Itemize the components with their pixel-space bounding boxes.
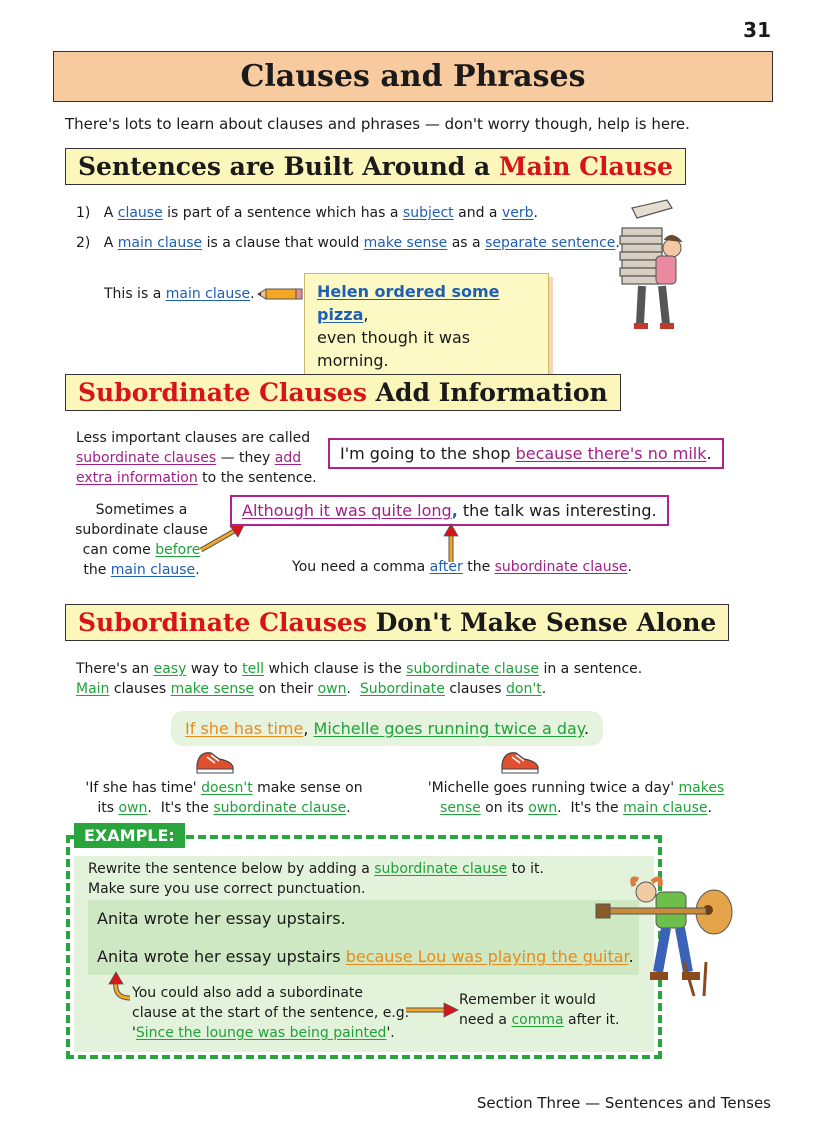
text: clauses [444, 681, 507, 697]
term: subordinate clause [374, 861, 508, 877]
michelle-runs-note [416, 778, 736, 818]
subordinate-clause: If she has time [185, 719, 304, 738]
term: after [429, 559, 463, 575]
term: main clause [165, 286, 251, 302]
text: . [615, 235, 620, 251]
text: . [584, 719, 590, 738]
subordinate-clause: because Lou was playing the guitar [345, 947, 629, 966]
text-line-2 [76, 679, 642, 699]
text: This is a [104, 286, 166, 302]
text: after it. [563, 1012, 620, 1028]
note-line-2: even though it was morning. [317, 328, 471, 370]
text: You need a comma [292, 559, 430, 575]
term: Main [76, 681, 110, 697]
text: . It's the [557, 800, 624, 816]
subordinate-description [76, 428, 317, 488]
page-number: 31 [743, 18, 771, 42]
term: make sense [363, 235, 448, 251]
text: , [363, 305, 369, 324]
text: . [250, 286, 255, 302]
text-line [416, 778, 736, 798]
subordinate-clause: Although it was quite long [242, 501, 452, 520]
page-title [53, 51, 773, 102]
comma-mark: , [451, 501, 458, 520]
point-number: 1) [76, 205, 91, 221]
text: There's an [76, 661, 154, 677]
text: on their [254, 681, 318, 697]
term: verb [501, 205, 534, 221]
section-heading-add-information [65, 374, 621, 411]
term: add [274, 450, 302, 466]
running-shoe-icon-2 [498, 745, 542, 775]
term: subordinate clause [213, 800, 347, 816]
example-talk-box [230, 495, 669, 526]
text: to it. [507, 861, 544, 877]
instr-line-1 [88, 859, 544, 879]
section-heading-dont-make-sense [65, 604, 729, 641]
text: way to [186, 661, 243, 677]
term: subordinate clauses [76, 450, 217, 466]
text: Sometimes a [95, 502, 188, 518]
text: its [97, 800, 119, 816]
arrow-right-icon [404, 1002, 458, 1018]
term: own [528, 800, 558, 816]
term: before [155, 542, 201, 558]
text: is a clause that would [202, 235, 364, 251]
text: . [346, 681, 360, 697]
term: own [118, 800, 148, 816]
text: A [103, 235, 118, 251]
main-clause-note [304, 273, 549, 379]
desc-line-1: Less important clauses are called [76, 430, 311, 446]
heading-text: Add Information [366, 378, 608, 407]
term: main clause [117, 235, 203, 251]
text: . [533, 205, 538, 221]
example-tag: EXAMPLE: [74, 823, 185, 848]
heading-text: Sentences are Built Around a [78, 152, 499, 181]
text: need a [459, 1012, 512, 1028]
text-line: clause at the start of the sentence, e.g. [132, 1005, 410, 1021]
point-1 [76, 203, 538, 223]
text: . It's the [147, 800, 214, 816]
text: the [83, 562, 111, 578]
text: clauses [109, 681, 171, 697]
text: . [195, 562, 200, 578]
text: . [541, 681, 547, 697]
text: can come [82, 542, 156, 558]
original-sentence: Anita wrote her essay upstairs. [97, 909, 346, 928]
term: easy [153, 661, 187, 677]
guitar-player-illustration [596, 872, 741, 1002]
before-note [74, 500, 209, 580]
text: subordinate clause [75, 522, 208, 538]
section-heading-main-clause [65, 148, 686, 185]
footer-section-title: Section Three — Sentences and Tenses [476, 1094, 771, 1112]
text: which clause is the [264, 661, 407, 677]
heading-text: Don't Make Sense Alone [366, 608, 717, 637]
text: the [462, 559, 495, 575]
pizza-boxes-illustration [612, 198, 692, 346]
text-line [76, 798, 372, 818]
subordinate-clause: Since the lounge was being painted [135, 1025, 387, 1041]
text: I'm going to the shop [340, 444, 516, 463]
heading-highlight: Subordinate Clauses [78, 608, 367, 637]
text: as a [447, 235, 486, 251]
text: . [346, 800, 351, 816]
note-line-1 [317, 280, 536, 326]
term: doesn't [201, 780, 253, 796]
text: make sense on [252, 780, 363, 796]
text-line: You could also add a subordinate [132, 985, 364, 1001]
text-line [416, 798, 736, 818]
text: to the sentence. [197, 470, 317, 486]
alternative-note [132, 983, 409, 1043]
term: own [317, 681, 347, 697]
desc-line-3 [76, 468, 317, 488]
text: in a sentence. [539, 661, 643, 677]
term: clause [117, 205, 163, 221]
if-she-has-time-note [76, 778, 372, 818]
term: sense [440, 800, 481, 816]
term: main clause [110, 562, 196, 578]
text: . [706, 444, 712, 463]
text: . [627, 559, 632, 575]
term: tell [242, 661, 265, 677]
michelle-sentence-bubble [171, 711, 603, 746]
term: make sense [170, 681, 255, 697]
text: '. [386, 1025, 395, 1041]
heading-highlight: Main Clause [498, 152, 673, 181]
running-shoe-icon [193, 745, 237, 775]
point-number: 2) [76, 235, 91, 251]
curved-arrow-icon [104, 972, 134, 1004]
main-clause-text: Helen ordered some pizza [317, 282, 500, 324]
text-line-1 [76, 659, 642, 679]
instr-line-2: Make sure you use correct punctuation. [88, 881, 366, 897]
text: — they [216, 450, 275, 466]
text: ' [132, 1025, 136, 1041]
text-line [459, 1010, 619, 1030]
text: 'Michelle goes running twice a day' [427, 780, 679, 796]
answer-sentence [97, 947, 634, 966]
example-instructions [88, 859, 544, 899]
heading-highlight: Subordinate Clauses [78, 378, 367, 407]
text: Rewrite the sentence below by adding a [88, 861, 375, 877]
main-clause: Michelle goes running twice a day [313, 719, 584, 738]
text: and a [453, 205, 502, 221]
term: makes [678, 780, 725, 796]
term: comma [511, 1012, 564, 1028]
page-title-text: Clauses and Phrases [240, 59, 586, 94]
term: subordinate clause [494, 559, 628, 575]
text-line: Remember it would [459, 992, 596, 1008]
term: main clause [623, 800, 708, 816]
term: subject [402, 205, 454, 221]
intro-text: There's lots to learn about clauses and phrases — don't worry though, help is here. [65, 115, 690, 133]
point-2 [76, 233, 620, 253]
main-clause-label [104, 284, 255, 304]
text: . [628, 947, 634, 966]
desc-line-2 [76, 448, 317, 468]
term: extra information [76, 470, 198, 486]
comma-note [292, 557, 632, 577]
text-line [74, 540, 209, 560]
example-shop-box [328, 438, 724, 469]
text-line [132, 1023, 409, 1043]
term: don't [506, 681, 542, 697]
text: A [103, 205, 118, 221]
text: . [707, 800, 712, 816]
text: Anita wrote her essay upstairs [97, 947, 346, 966]
term: Subordinate [359, 681, 445, 697]
text: 'If she has time' [85, 780, 202, 796]
text: on its [480, 800, 529, 816]
text-line [76, 778, 372, 798]
text: the talk was interesting. [457, 501, 657, 520]
text: is part of a sentence which has a [162, 205, 403, 221]
text-line [74, 560, 209, 580]
tell-clause-text [76, 659, 642, 699]
term: separate sentence [485, 235, 616, 251]
pencil-icon [256, 284, 304, 304]
subordinate-clause: because there's no milk [515, 444, 707, 463]
text: , [303, 719, 314, 738]
term: subordinate clause [406, 661, 540, 677]
